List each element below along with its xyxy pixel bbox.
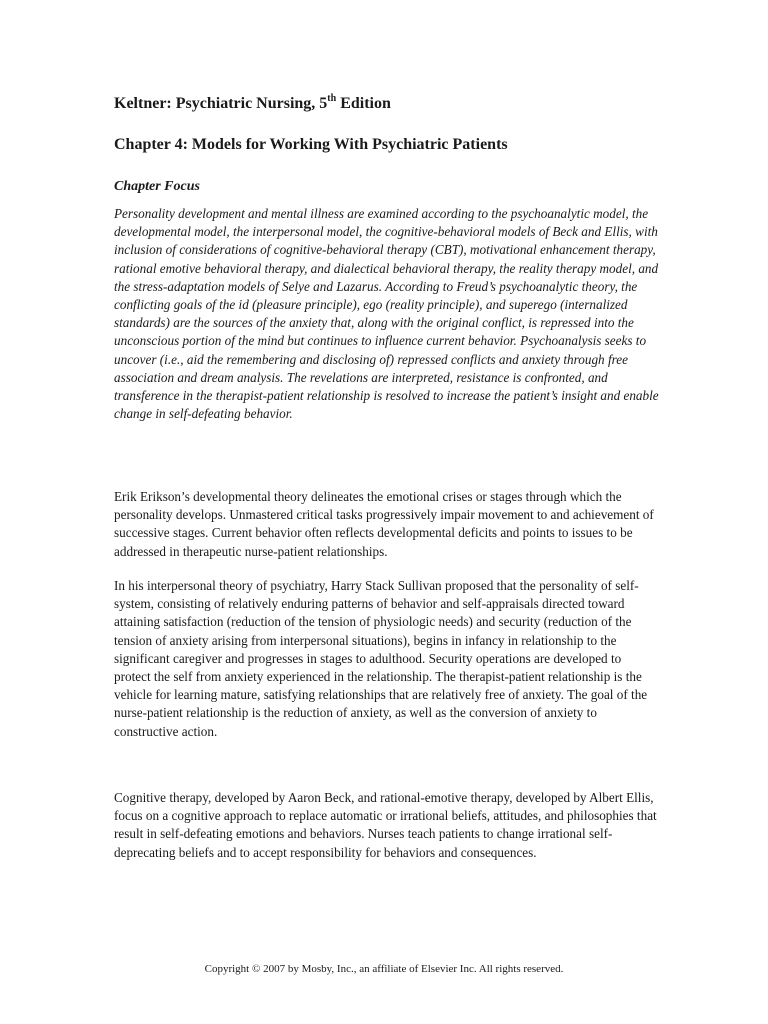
paragraph-erikson: Erik Erikson’s developmental theory delineates the emotional crises or stages through which the personality develops. Unmastered critical tasks progressively impair movement to and achievement of successive stages. Current behavior often reflects developmental deficits and points to issues to be addressed in therapeutic nurse-patient relationships. [114, 489, 654, 559]
title-superscript: th [327, 92, 337, 104]
chapter-focus-text: Personality development and mental illness are examined according to the psychoanalytic model, the developmental model, the interpersonal model, the cognitive-behavioral models of Beck and Ellis, with inclusion of considerations of cognitive-behavioral therapy (CBT), motivational enhancement therapy, rational emotive behavioral therapy, and dialectical behavioral therapy, the reality therapy model, and the stress-adaptation models of Selye and Lazarus. According to Freud’s psychoanalytic theory, the conflicting goals of the id (pleasure principle), ego (reality principle), and superego (internalized standards) are the sources of the anxiety that, along with the original conflict, is repressed into the unconscious portion of the mind but continues to influence current behavior. Psychoanalysis seeks to uncover (i.e., aid the remembering and disclosing of) repressed conflicts and anxiety through free association and dream analysis. The revelations are interpreted, resistance is confronted, and transference in the therapist-patient relationship is resolved to increase the patient’s insight and enable change in self-defeating behavior. [114, 206, 659, 422]
document-title [114, 94, 391, 114]
title-main: Keltner: Psychiatric Nursing, 5 [114, 95, 328, 112]
chapter-focus-heading: Chapter Focus [114, 179, 200, 194]
copyright-footer: Copyright © 2007 by Mosby, Inc., an affiliate of Elsevier Inc. All rights reserved. [204, 963, 564, 975]
paragraph-beck-ellis: Cognitive therapy, developed by Aaron Beck, and rational-emotive therapy, developed by Albert Ellis, focus on a cognitive approach to replace automatic or irrational beliefs, attitudes, and philosophies that result in self-defeating emotions and behaviors. Nurses teach patients to change irrational self-deprecating beliefs and to accept responsibility for behaviors and consequences. [114, 790, 657, 860]
chapter-title: Chapter 4: Models for Working With Psychiatric Patients [114, 136, 508, 153]
paragraph-sullivan: In his interpersonal theory of psychiatry, Harry Stack Sullivan proposed that the personality of self-system, consisting of relatively enduring patterns of behavior and self-appraisals directed toward attaining satisfaction (reduction of the tension of physiologic needs) and security (reduction of the tension of anxiety arising from interpersonal situations), begins in infancy in relationship to the significant caregiver and progresses in stages to adulthood. Security operations are developed to protect the self from anxiety experienced in the relationship. The therapist-patient relationship is the vehicle for learning mature, satisfying relationships that are relatively free of anxiety. The goal of the nurse-patient relationship is the reduction of anxiety, as well as the conversion of anxiety to constructive action. [114, 578, 648, 739]
title-end: Edition [336, 95, 391, 112]
